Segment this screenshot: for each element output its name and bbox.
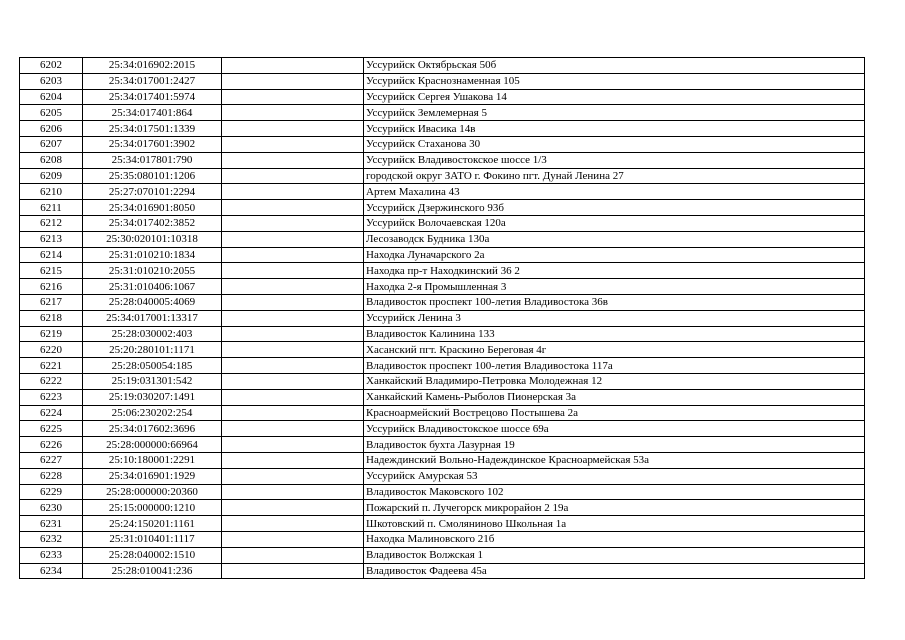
row-number-cell: 6225 [20, 421, 83, 437]
address-cell: Уссурийск Землемерная 5 [364, 105, 865, 121]
table-row [20, 452, 865, 468]
table-row [20, 279, 865, 295]
cadastral-number-cell: 25:30:020101:10318 [83, 231, 222, 247]
table-row [20, 200, 865, 216]
table-row [20, 310, 865, 326]
empty-cell [222, 184, 364, 200]
table-row [20, 58, 865, 74]
row-number-cell: 6221 [20, 358, 83, 374]
table-row [20, 421, 865, 437]
cadastral-number-cell: 25:34:017801:790 [83, 152, 222, 168]
row-number-cell: 6213 [20, 231, 83, 247]
address-cell: Владивосток проспект 100-летия Владивостока 117а [364, 358, 865, 374]
row-number-cell: 6216 [20, 279, 83, 295]
empty-cell [222, 121, 364, 137]
empty-cell [222, 452, 364, 468]
table-row [20, 263, 865, 279]
empty-cell [222, 342, 364, 358]
empty-cell [222, 484, 364, 500]
address-cell: Уссурийск Волочаевская 120а [364, 215, 865, 231]
address-cell: Владивосток Фадеева 45а [364, 563, 865, 579]
address-cell: Уссурийск Сергея Ушакова 14 [364, 89, 865, 105]
address-cell: Владивосток Волжская 1 [364, 547, 865, 563]
empty-cell [222, 215, 364, 231]
table-row [20, 531, 865, 547]
address-cell: Артем Махалина 43 [364, 184, 865, 200]
table-row [20, 342, 865, 358]
cadastral-number-cell: 25:28:030002:403 [83, 326, 222, 342]
address-cell: Хасанский пгт. Краскино Береговая 4г [364, 342, 865, 358]
empty-cell [222, 58, 364, 74]
row-number-cell: 6209 [20, 168, 83, 184]
address-cell: Владивосток проспект 100-летия Владивостока 36в [364, 294, 865, 310]
table-row [20, 500, 865, 516]
table-row [20, 563, 865, 579]
row-number-cell: 6212 [20, 215, 83, 231]
cadastral-number-cell: 25:19:030207:1491 [83, 389, 222, 405]
address-cell: Владивосток Калинина 133 [364, 326, 865, 342]
address-cell: Уссурийск Дзержинского 93б [364, 200, 865, 216]
table-row [20, 468, 865, 484]
empty-cell [222, 421, 364, 437]
empty-cell [222, 105, 364, 121]
row-number-cell: 6224 [20, 405, 83, 421]
address-cell: Уссурийск Владивостокское шоссе 69а [364, 421, 865, 437]
empty-cell [222, 326, 364, 342]
address-cell: Ханкайский Камень-Рыболов Пионерская 3а [364, 389, 865, 405]
table-row [20, 294, 865, 310]
table-row [20, 389, 865, 405]
empty-cell [222, 516, 364, 532]
table-row [20, 326, 865, 342]
empty-cell [222, 89, 364, 105]
address-cell: Уссурийск Амурская 53 [364, 468, 865, 484]
empty-cell [222, 136, 364, 152]
empty-cell [222, 358, 364, 374]
empty-cell [222, 200, 364, 216]
empty-cell [222, 294, 364, 310]
address-cell: Находка Луначарского 2а [364, 247, 865, 263]
table-row [20, 152, 865, 168]
cadastral-number-cell: 25:34:017402:3852 [83, 215, 222, 231]
row-number-cell: 6219 [20, 326, 83, 342]
cadastral-number-cell: 25:34:016901:8050 [83, 200, 222, 216]
empty-cell [222, 531, 364, 547]
table-row [20, 516, 865, 532]
row-number-cell: 6214 [20, 247, 83, 263]
table-row [20, 437, 865, 453]
cadastral-number-cell: 25:28:040002:1510 [83, 547, 222, 563]
address-cell: Шкотовский п. Смоляниново Школьная 1а [364, 516, 865, 532]
row-number-cell: 6232 [20, 531, 83, 547]
table-row [20, 105, 865, 121]
cadastral-number-cell: 25:28:010041:236 [83, 563, 222, 579]
cadastral-number-cell: 25:31:010210:2055 [83, 263, 222, 279]
table-row [20, 547, 865, 563]
table-row [20, 168, 865, 184]
empty-cell [222, 437, 364, 453]
address-cell: Уссурийск Стаханова 30 [364, 136, 865, 152]
row-number-cell: 6231 [20, 516, 83, 532]
address-cell: Красноармейский Вострецово Постышева 2а [364, 405, 865, 421]
table-row [20, 89, 865, 105]
cadastral-number-cell: 25:28:050054:185 [83, 358, 222, 374]
address-cell: Владивосток Маковского 102 [364, 484, 865, 500]
table-row [20, 73, 865, 89]
table-row [20, 247, 865, 263]
empty-cell [222, 310, 364, 326]
row-number-cell: 6215 [20, 263, 83, 279]
empty-cell [222, 563, 364, 579]
cadastral-number-cell: 25:34:017601:3902 [83, 136, 222, 152]
row-number-cell: 6222 [20, 373, 83, 389]
address-cell: Уссурийск Октябрьская 50б [364, 58, 865, 74]
registry-body [20, 58, 865, 579]
address-cell: Находка Малиновского 21б [364, 531, 865, 547]
row-number-cell: 6205 [20, 105, 83, 121]
row-number-cell: 6204 [20, 89, 83, 105]
table-row [20, 405, 865, 421]
row-number-cell: 6203 [20, 73, 83, 89]
address-cell: городской округ ЗАТО г. Фокино пгт. Дунай Ленина 27 [364, 168, 865, 184]
row-number-cell: 6229 [20, 484, 83, 500]
empty-cell [222, 547, 364, 563]
cadastral-number-cell: 25:34:017001:13317 [83, 310, 222, 326]
table-row [20, 215, 865, 231]
cadastral-number-cell: 25:28:040005:4069 [83, 294, 222, 310]
table-row [20, 358, 865, 374]
cadastral-number-cell: 25:15:000000:1210 [83, 500, 222, 516]
address-cell: Находка пр-т Находкинский 36 2 [364, 263, 865, 279]
empty-cell [222, 468, 364, 484]
address-cell: Лесозаводск Будника 130а [364, 231, 865, 247]
row-number-cell: 6223 [20, 389, 83, 405]
cadastral-number-cell: 25:28:000000:66964 [83, 437, 222, 453]
row-number-cell: 6226 [20, 437, 83, 453]
empty-cell [222, 168, 364, 184]
table-row [20, 121, 865, 137]
table-row [20, 184, 865, 200]
cadastral-number-cell: 25:35:080101:1206 [83, 168, 222, 184]
address-cell: Пожарский п. Лучегорск микрорайон 2 19а [364, 500, 865, 516]
empty-cell [222, 389, 364, 405]
row-number-cell: 6208 [20, 152, 83, 168]
address-cell: Уссурийск Ивасика 14в [364, 121, 865, 137]
empty-cell [222, 73, 364, 89]
row-number-cell: 6220 [20, 342, 83, 358]
row-number-cell: 6227 [20, 452, 83, 468]
row-number-cell: 6228 [20, 468, 83, 484]
row-number-cell: 6207 [20, 136, 83, 152]
row-number-cell: 6210 [20, 184, 83, 200]
empty-cell [222, 247, 364, 263]
address-cell: Владивосток бухта Лазурная 19 [364, 437, 865, 453]
property-registry-table [19, 57, 865, 579]
address-cell: Уссурийск Краснознаменная 105 [364, 73, 865, 89]
cadastral-number-cell: 25:10:180001:2291 [83, 452, 222, 468]
empty-cell [222, 231, 364, 247]
cadastral-number-cell: 25:34:017602:3696 [83, 421, 222, 437]
cadastral-number-cell: 25:31:010210:1834 [83, 247, 222, 263]
address-cell: Уссурийск Ленина 3 [364, 310, 865, 326]
empty-cell [222, 373, 364, 389]
cadastral-number-cell: 25:28:000000:20360 [83, 484, 222, 500]
row-number-cell: 6230 [20, 500, 83, 516]
empty-cell [222, 279, 364, 295]
table-row [20, 373, 865, 389]
cadastral-number-cell: 25:34:017501:1339 [83, 121, 222, 137]
row-number-cell: 6202 [20, 58, 83, 74]
address-cell: Находка 2-я Промышленная 3 [364, 279, 865, 295]
row-number-cell: 6234 [20, 563, 83, 579]
cadastral-number-cell: 25:19:031301:542 [83, 373, 222, 389]
cadastral-number-cell: 25:31:010406:1067 [83, 279, 222, 295]
address-cell: Уссурийск Владивостокское шоссе 1/3 [364, 152, 865, 168]
cadastral-number-cell: 25:24:150201:1161 [83, 516, 222, 532]
cadastral-number-cell: 25:31:010401:1117 [83, 531, 222, 547]
row-number-cell: 6218 [20, 310, 83, 326]
row-number-cell: 6217 [20, 294, 83, 310]
empty-cell [222, 263, 364, 279]
cadastral-number-cell: 25:34:016901:1929 [83, 468, 222, 484]
row-number-cell: 6206 [20, 121, 83, 137]
row-number-cell: 6211 [20, 200, 83, 216]
empty-cell [222, 405, 364, 421]
cadastral-number-cell: 25:34:017401:5974 [83, 89, 222, 105]
cadastral-number-cell: 25:34:016902:2015 [83, 58, 222, 74]
cadastral-number-cell: 25:27:070101:2294 [83, 184, 222, 200]
cadastral-number-cell: 25:06:230202:254 [83, 405, 222, 421]
cadastral-number-cell: 25:20:280101:1171 [83, 342, 222, 358]
address-cell: Ханкайский Владимиро-Петровка Молодежная 12 [364, 373, 865, 389]
cadastral-number-cell: 25:34:017001:2427 [83, 73, 222, 89]
row-number-cell: 6233 [20, 547, 83, 563]
empty-cell [222, 152, 364, 168]
cadastral-number-cell: 25:34:017401:864 [83, 105, 222, 121]
address-cell: Надеждинский Вольно-Надеждинское Красноармейская 53а [364, 452, 865, 468]
table-row [20, 231, 865, 247]
table-row [20, 136, 865, 152]
table-row [20, 484, 865, 500]
empty-cell [222, 500, 364, 516]
